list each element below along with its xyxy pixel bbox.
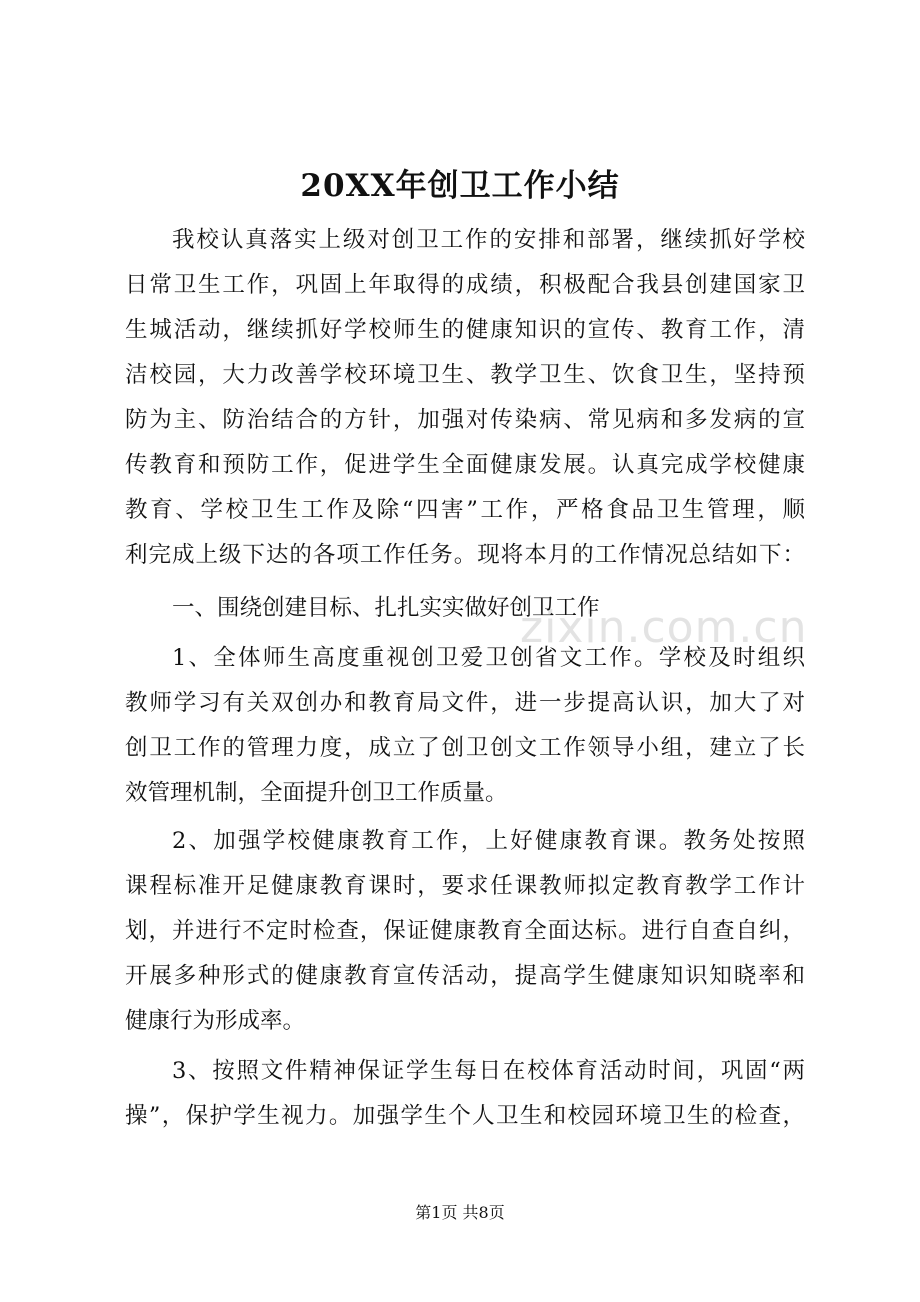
page-footer: 第1页 共8页 — [415, 1203, 505, 1222]
paragraph-line: 生城活动，继续抓好学校师生的健康知识的宣传、教育工作，清 — [125, 317, 805, 343]
paragraph-line: 我校认真落实上级对创卫工作的安排和部署，继续抓好学校 — [172, 227, 805, 253]
paragraph-line: 划，并进行不定时检查，保证健康教育全面达标。进行自查自纠， — [125, 918, 805, 944]
section-heading: 一、围绕创建目标、扎扎实实做好创卫工作 — [172, 595, 600, 621]
paragraph-line: 洁校园，大力改善学校环境卫生、教学卫生、饮食卫生，坚持预 — [125, 362, 805, 388]
paragraph-line: 防为主、防治结合的方针，加强对传染病、常见病和多发病的宣 — [125, 407, 805, 433]
paragraph-line: 3、按照文件精神保证学生每日在校体育活动时间，巩固“两 — [172, 1058, 805, 1084]
paragraph-line: 开展多种形式的健康教育宣传活动，提高学生健康知识知晓率和 — [125, 963, 805, 989]
page-title: 20XX年创卫工作小结 — [300, 168, 620, 204]
paragraph-line: 日常卫生工作，巩固上年取得的成绩，积极配合我县创建国家卫 — [125, 272, 805, 298]
watermark: zixin.com.cn — [520, 602, 808, 653]
paragraph-line: 传教育和预防工作，促进学生全面健康发展。认真完成学校健康 — [125, 452, 805, 478]
paragraph-line: 健康行为形成率。 — [125, 1008, 306, 1034]
paragraph-line: 教育、学校卫生工作及除“四害”工作，严格食品卫生管理，顺 — [125, 497, 805, 523]
paragraph-line: 操”，保护学生视力。加强学生个人卫生和校园环境卫生的检查， — [125, 1103, 805, 1129]
paragraph-line: 效管理机制，全面提升创卫工作质量。 — [125, 780, 508, 806]
paragraph-line: 2、加强学校健康教育工作，上好健康教育课。教务处按照 — [172, 828, 805, 854]
paragraph-line: 1、全体师生高度重视创卫爱卫创省文工作。学校及时组织 — [172, 645, 805, 671]
paragraph-line: 创卫工作的管理力度，成立了创卫创文工作领导小组，建立了长 — [125, 735, 805, 761]
paragraph-line: 课程标准开足健康教育课时，要求任课教师拟定教育教学工作计 — [125, 873, 805, 899]
paragraph-line: 利完成上级下达的各项工作任务。现将本月的工作情况总结如下： — [125, 542, 805, 568]
paragraph-line: 教师学习有关双创办和教育局文件，进一步提高认识，加大了对 — [125, 690, 805, 716]
